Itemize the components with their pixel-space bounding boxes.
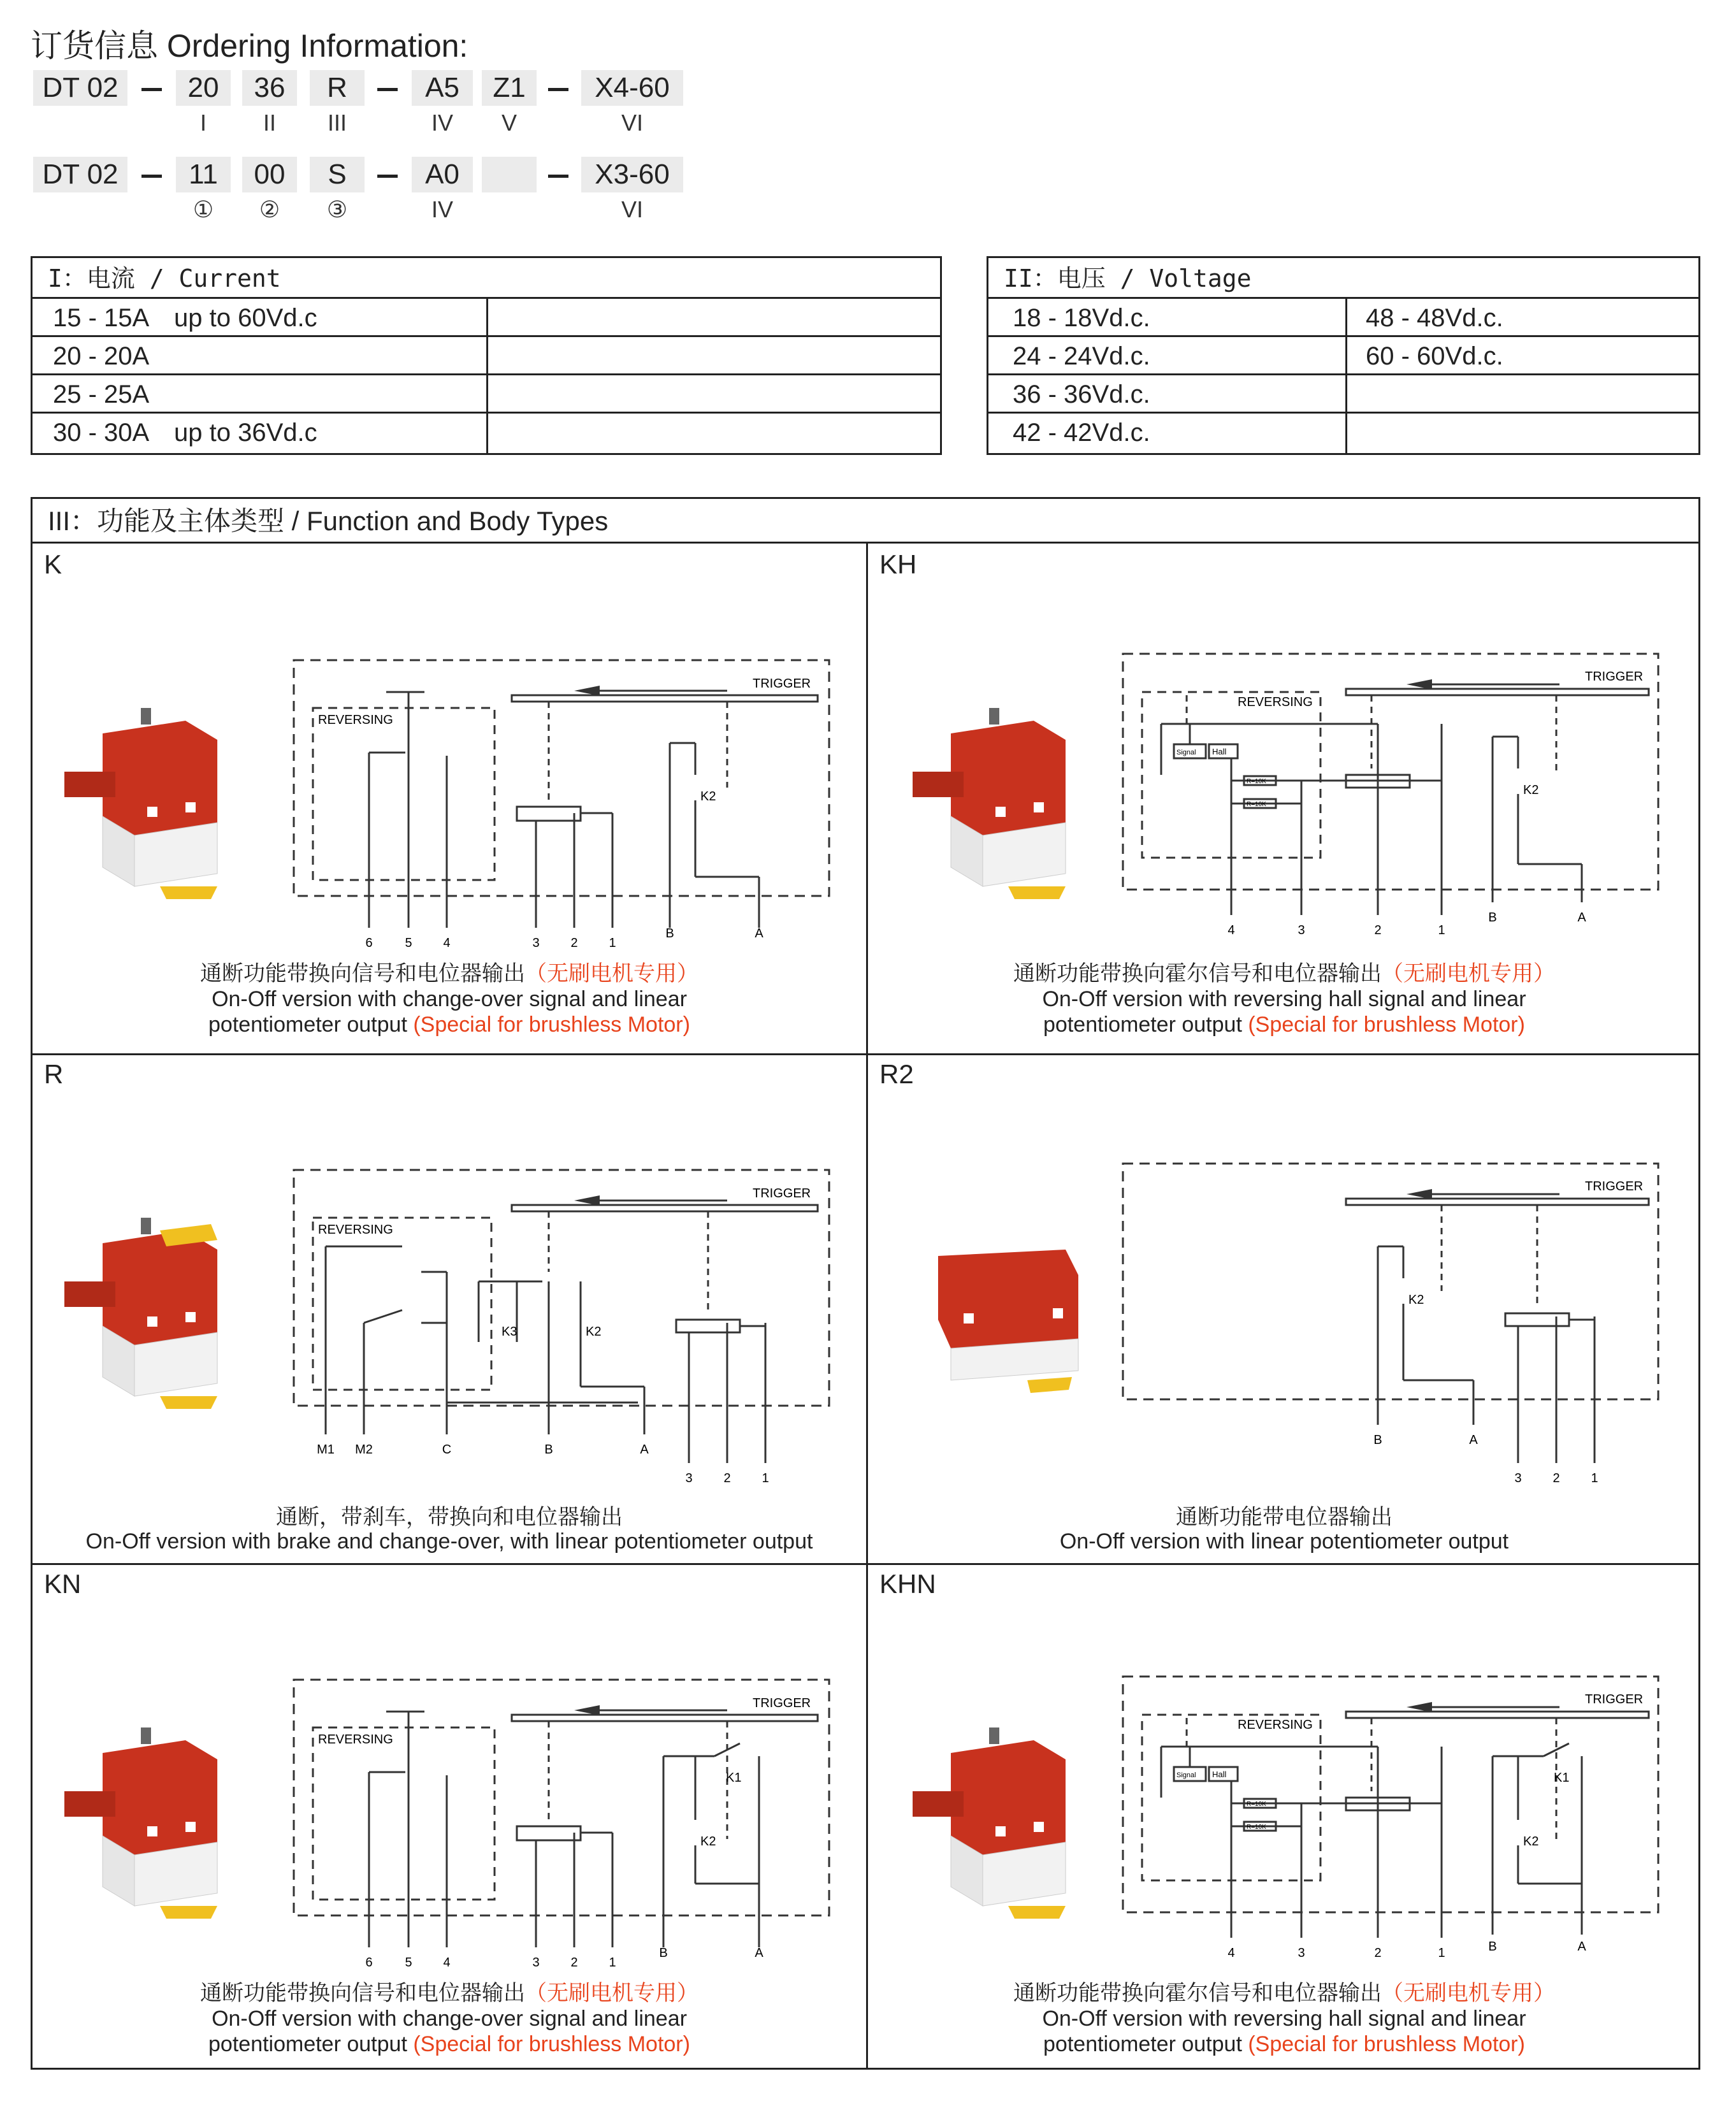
svg-text:B: B xyxy=(665,927,674,941)
caption: 通断功能带换向霍尔信号和电位器输出（无刷电机专用） xyxy=(1013,962,1555,986)
caption: On-Off version with linear potentiometer output xyxy=(1059,1529,1509,1554)
svg-text:K1: K1 xyxy=(726,1771,742,1785)
svg-text:1: 1 xyxy=(762,1471,769,1485)
svg-text:K3: K3 xyxy=(502,1325,517,1339)
caption: 通断功能带换向信号和电位器输出（无刷电机专用） xyxy=(200,1981,698,2005)
svg-text:REVERSING: REVERSING xyxy=(1238,1718,1313,1732)
caption: potentiometer output (Special for brushless Motor) xyxy=(1043,2032,1525,2056)
svg-text:5: 5 xyxy=(405,1956,412,1970)
svg-text:2: 2 xyxy=(723,1471,731,1485)
roman-label: ② xyxy=(259,196,280,222)
svg-text:TRIGGER: TRIGGER xyxy=(1585,670,1644,684)
table-row: 24 - 24Vd.c. 60 - 60Vd.c. xyxy=(988,337,1698,375)
svg-text:4: 4 xyxy=(443,936,451,950)
caption: potentiometer output (Special for brushless Motor) xyxy=(208,1013,690,1037)
svg-text:1: 1 xyxy=(609,1956,616,1970)
roman-label: IV xyxy=(431,110,453,136)
roman-label: VI xyxy=(621,110,643,136)
roman-label: I xyxy=(199,110,206,136)
code-voltage: 00 xyxy=(242,157,297,192)
svg-text:2: 2 xyxy=(570,1956,578,1970)
function-code: K xyxy=(44,549,62,579)
svg-text:K2: K2 xyxy=(1408,1293,1424,1307)
code-dash xyxy=(141,88,162,91)
svg-text:K1: K1 xyxy=(1554,1771,1570,1785)
table-row: 15 - 15A up to 60Vd.c xyxy=(33,299,940,337)
svg-text:TRIGGER: TRIGGER xyxy=(753,1186,811,1201)
svg-text:R=10K: R=10K xyxy=(1247,1824,1266,1831)
function-code: R2 xyxy=(879,1059,914,1089)
svg-text:B: B xyxy=(544,1443,553,1457)
switch-body-icon xyxy=(64,1218,217,1409)
roman-label: ① xyxy=(192,196,214,222)
code-current: 11 xyxy=(176,157,231,192)
svg-text:Hall: Hall xyxy=(1212,747,1227,756)
svg-text:M2: M2 xyxy=(355,1443,373,1457)
svg-text:B: B xyxy=(1488,911,1497,925)
svg-text:2: 2 xyxy=(1552,1471,1560,1485)
table-row: 30 - 30A up to 36Vd.c xyxy=(53,419,317,447)
code-v: Z1 xyxy=(482,70,537,106)
caption: potentiometer output (Special for brushless Motor) xyxy=(208,2032,690,2056)
function-cell-r2 xyxy=(868,1055,1700,1563)
code-function: R xyxy=(310,70,365,106)
roman-label: VI xyxy=(621,196,643,222)
svg-text:A: A xyxy=(1577,911,1586,925)
svg-text:TRIGGER: TRIGGER xyxy=(753,677,811,691)
caption: On-Off version with reversing hall signal and linear xyxy=(1042,987,1526,1011)
svg-text:4: 4 xyxy=(1227,923,1235,937)
table-row: 20 - 20A xyxy=(33,337,940,375)
svg-text:K2: K2 xyxy=(586,1325,602,1339)
caption: 通断功能带换向信号和电位器输出（无刷电机专用） xyxy=(200,962,698,986)
code-v xyxy=(482,157,537,192)
function-table-header: III：功能及主体类型 / Function and Body Types xyxy=(33,499,1698,544)
svg-text:R=10K: R=10K xyxy=(1247,778,1266,785)
current-table-header: I：电流 / Current xyxy=(33,258,940,299)
svg-text:3: 3 xyxy=(1514,1471,1522,1485)
svg-text:A: A xyxy=(1577,1940,1586,1954)
switch-body-icon xyxy=(913,1727,1066,1919)
caption: On-Off version with change-over signal and linear xyxy=(212,2007,687,2031)
svg-text:3: 3 xyxy=(685,1471,693,1485)
svg-text:2: 2 xyxy=(1374,1946,1382,1960)
svg-text:B: B xyxy=(659,1946,668,1960)
code-base: DT 02 xyxy=(33,157,127,192)
caption: 通断功能带换向霍尔信号和电位器输出（无刷电机专用） xyxy=(1013,1981,1555,2005)
switch-body-icon xyxy=(913,708,1066,899)
code-vi: X4-60 xyxy=(581,70,683,106)
switch-body-icon xyxy=(64,708,217,899)
code-base: DT 02 xyxy=(33,70,127,106)
svg-text:C: C xyxy=(442,1443,452,1457)
svg-text:2: 2 xyxy=(570,936,578,950)
function-cell-kh xyxy=(868,545,1700,1053)
svg-text:REVERSING: REVERSING xyxy=(318,713,393,727)
function-code: KN xyxy=(44,1569,82,1599)
function-code: R xyxy=(44,1059,64,1089)
svg-text:A: A xyxy=(640,1443,649,1457)
caption: On-Off version with brake and change-over, with linear potentiometer output xyxy=(85,1529,813,1554)
code-voltage: 36 xyxy=(242,70,297,106)
svg-text:1: 1 xyxy=(1591,1471,1598,1485)
svg-text:B: B xyxy=(1488,1940,1497,1954)
svg-text:5: 5 xyxy=(405,936,412,950)
roman-label: IV xyxy=(431,196,453,222)
svg-text:3: 3 xyxy=(1298,1946,1305,1960)
function-cell-kn xyxy=(33,1565,866,2070)
svg-text:Signal: Signal xyxy=(1176,1771,1196,1779)
svg-text:4: 4 xyxy=(1227,1946,1235,1960)
code-function: S xyxy=(310,157,365,192)
voltage-table xyxy=(987,256,1700,455)
code-current: 20 xyxy=(176,70,231,106)
svg-text:3: 3 xyxy=(532,936,540,950)
svg-text:A: A xyxy=(1469,1433,1478,1447)
svg-text:K2: K2 xyxy=(1523,783,1539,797)
svg-text:4: 4 xyxy=(443,1956,451,1970)
roman-label: V xyxy=(501,110,517,136)
svg-text:R=10K: R=10K xyxy=(1247,1801,1266,1808)
svg-text:3: 3 xyxy=(532,1956,540,1970)
function-code: KH xyxy=(879,549,917,579)
roman-label: ③ xyxy=(326,196,348,222)
svg-text:REVERSING: REVERSING xyxy=(1238,695,1313,709)
svg-text:1: 1 xyxy=(1438,923,1445,937)
svg-text:R=10K: R=10K xyxy=(1247,801,1266,808)
svg-text:A: A xyxy=(755,927,763,941)
r-diagram xyxy=(33,1055,866,1563)
function-table xyxy=(31,497,1700,2070)
svg-text:Signal: Signal xyxy=(1176,749,1196,756)
table-row: 36 - 36Vd.c. xyxy=(988,375,1698,414)
caption: On-Off version with change-over signal and linear xyxy=(212,987,687,1011)
svg-text:TRIGGER: TRIGGER xyxy=(753,1696,811,1710)
svg-text:1: 1 xyxy=(609,936,616,950)
svg-text:M1: M1 xyxy=(317,1443,335,1457)
table-row: 25 - 25A xyxy=(33,375,940,414)
voltage-table-header: II：电压 / Voltage xyxy=(988,258,1698,299)
svg-text:K2: K2 xyxy=(700,790,716,804)
r2-diagram xyxy=(868,1055,1700,1563)
svg-text:TRIGGER: TRIGGER xyxy=(1585,1179,1644,1194)
function-cell-r xyxy=(33,1055,866,1563)
code-dash xyxy=(377,175,398,178)
code-iv: A0 xyxy=(412,157,473,192)
switch-body-icon xyxy=(938,1250,1078,1393)
roman-label: III xyxy=(327,110,347,136)
svg-text:2: 2 xyxy=(1374,923,1382,937)
function-cell-khn xyxy=(868,1565,1700,2070)
code-iv: A5 xyxy=(412,70,473,106)
svg-text:6: 6 xyxy=(365,936,373,950)
svg-text:6: 6 xyxy=(365,1956,373,1970)
code-dash xyxy=(141,175,162,178)
code-dash xyxy=(377,88,398,91)
page-title: 订货信息 Ordering Information: xyxy=(31,28,468,64)
caption: On-Off version with reversing hall signal and linear xyxy=(1042,2007,1526,2031)
svg-text:TRIGGER: TRIGGER xyxy=(1585,1692,1644,1706)
svg-text:B: B xyxy=(1373,1433,1382,1447)
function-code: KHN xyxy=(879,1569,936,1599)
code-dash xyxy=(548,175,568,178)
table-row: 42 - 42Vd.c. xyxy=(1013,419,1150,447)
current-table xyxy=(31,256,942,455)
svg-text:Hall: Hall xyxy=(1212,1770,1227,1779)
svg-text:K2: K2 xyxy=(700,1835,716,1849)
svg-text:3: 3 xyxy=(1298,923,1305,937)
svg-text:A: A xyxy=(755,1946,763,1960)
caption: potentiometer output (Special for brushless Motor) xyxy=(1043,1013,1525,1037)
roman-label: II xyxy=(263,110,276,136)
switch-body-icon xyxy=(64,1727,217,1919)
code-dash xyxy=(548,88,568,91)
table-row: 18 - 18Vd.c. 48 - 48Vd.c. xyxy=(988,299,1698,337)
code-vi: X3-60 xyxy=(581,157,683,192)
caption: 通断功能带电位器输出 xyxy=(1176,1505,1392,1529)
svg-text:REVERSING: REVERSING xyxy=(318,1733,393,1747)
svg-text:REVERSING: REVERSING xyxy=(318,1223,393,1237)
svg-text:K2: K2 xyxy=(1523,1835,1539,1849)
svg-text:1: 1 xyxy=(1438,1946,1445,1960)
caption: 通断，带刹车，带换向和电位器输出 xyxy=(276,1505,623,1529)
function-cell-k xyxy=(33,545,866,1053)
